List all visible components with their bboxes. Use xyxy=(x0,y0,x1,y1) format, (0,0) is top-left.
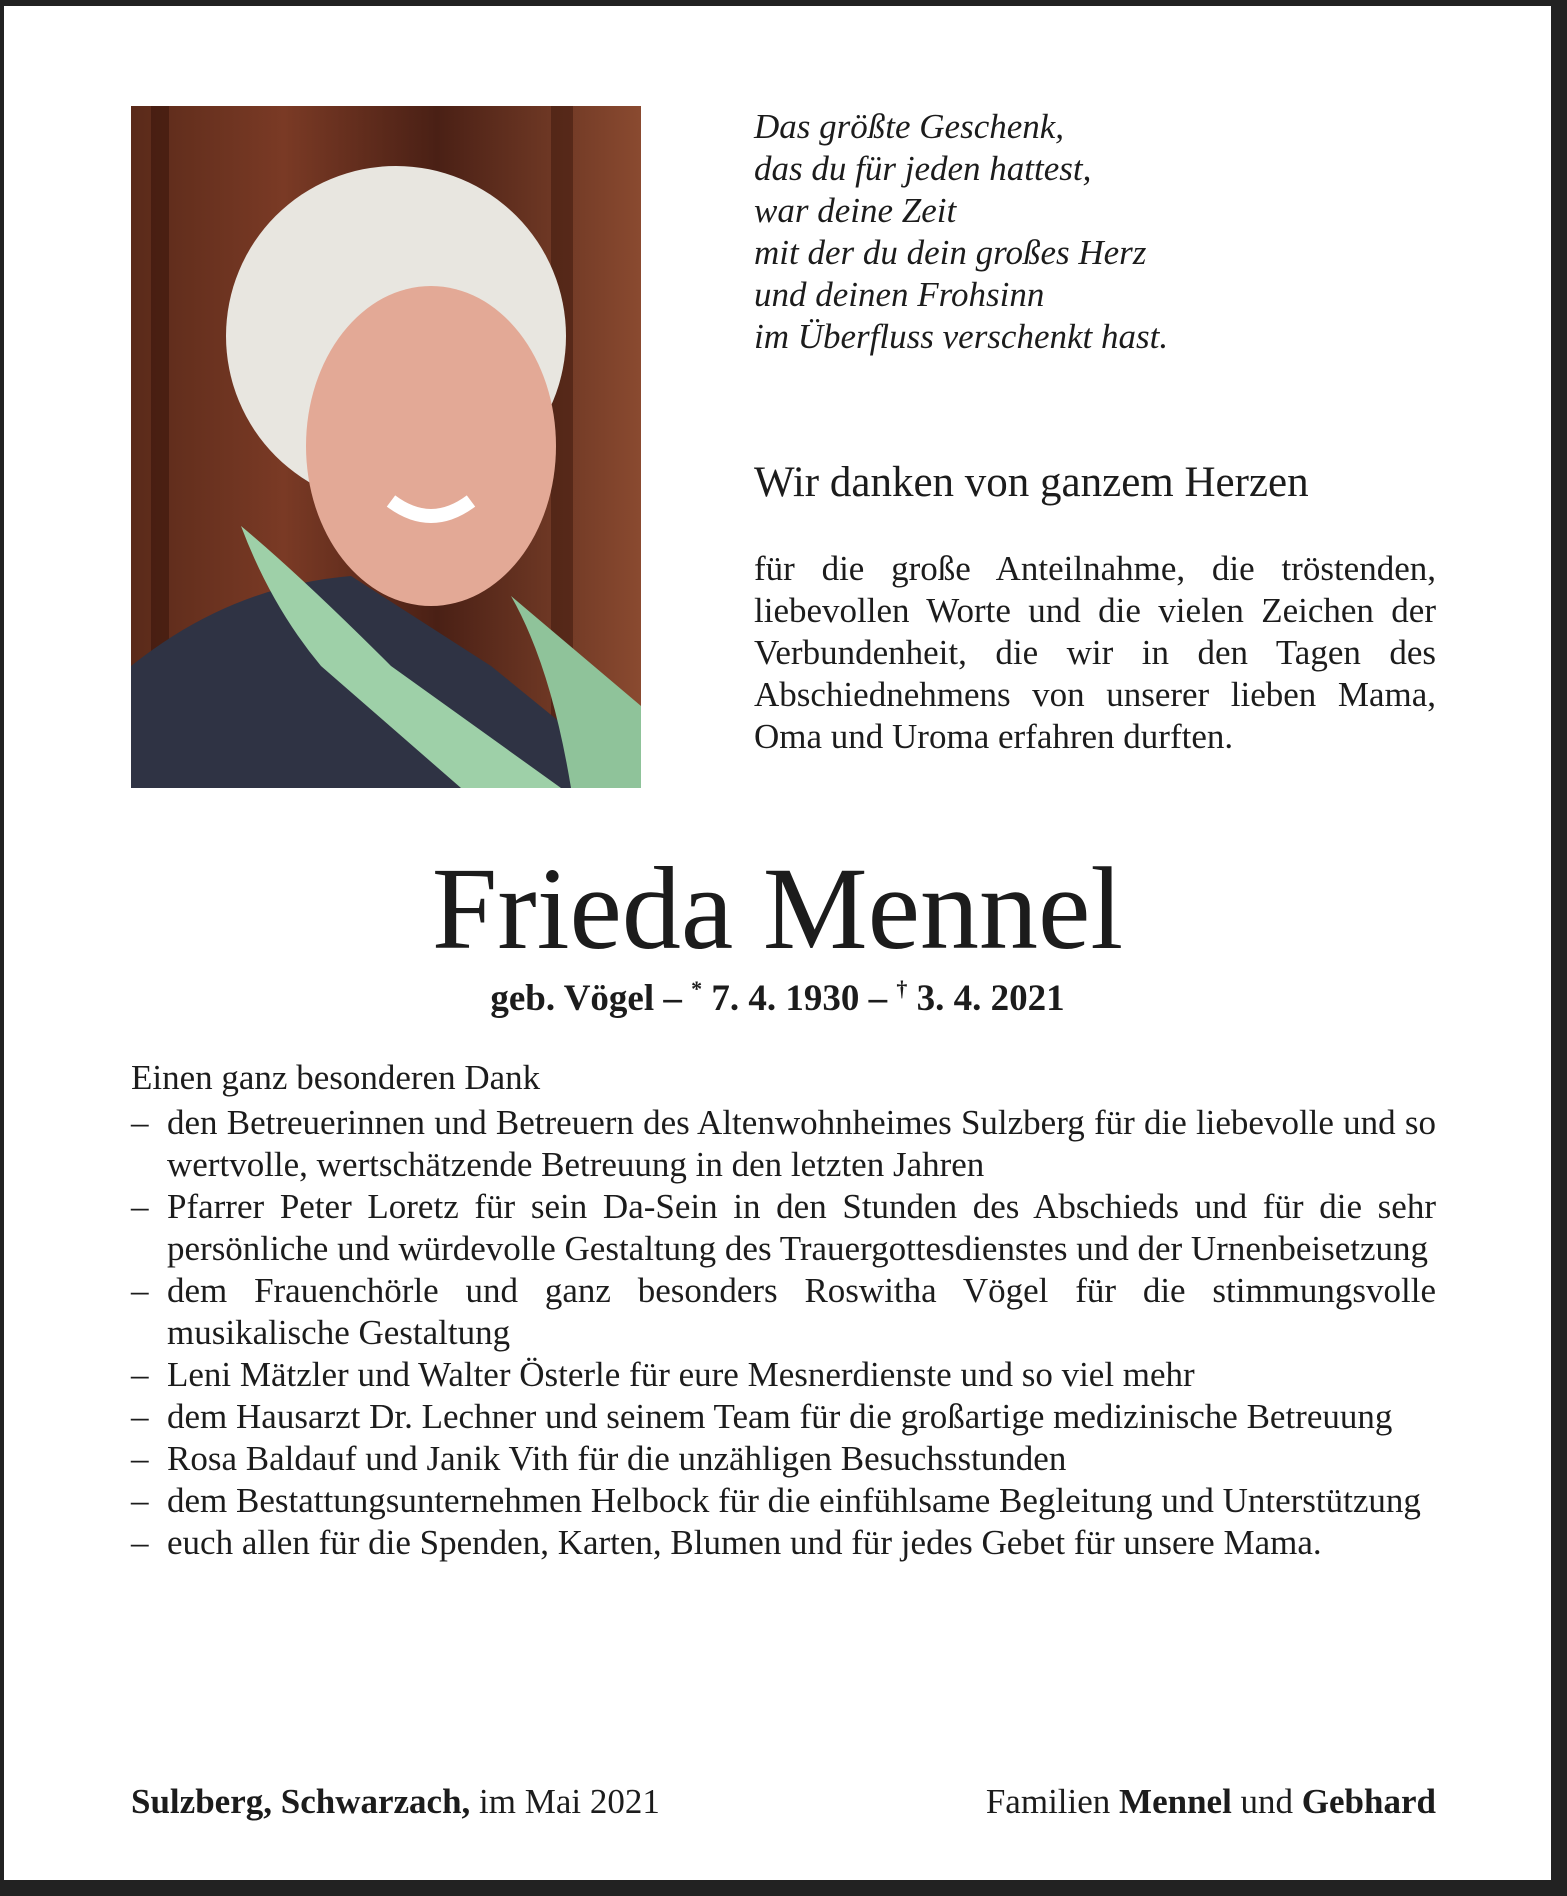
dash: – xyxy=(131,1397,149,1436)
poem-line: mit der du dein großes Herz xyxy=(754,233,1147,272)
list-item-text: euch allen für die Spenden, Karten, Blumen und für jedes Gebet für unsere Mama. xyxy=(167,1523,1322,1562)
dash: – xyxy=(131,1187,149,1226)
family-name: Mennel xyxy=(1119,1782,1232,1821)
dash: – xyxy=(131,1103,149,1142)
special-thanks-heading: Einen ganz besonderen Dank xyxy=(131,1058,541,1097)
poem-line: das du für jeden hattest, xyxy=(754,149,1092,188)
thanks-heading: Wir danken von ganzem Herzen xyxy=(754,459,1309,506)
life-dates xyxy=(4,976,1551,1020)
list-item xyxy=(131,1186,1436,1270)
families-label: Familien xyxy=(985,1782,1111,1821)
list-item xyxy=(131,1396,1436,1438)
list-item xyxy=(131,1480,1436,1522)
poem-line: im Überfluss verschenkt hast. xyxy=(754,317,1169,356)
dash: – xyxy=(131,1355,149,1394)
list-item xyxy=(131,1102,1436,1186)
places: Sulzberg, Schwarzach, xyxy=(131,1782,471,1821)
list-item xyxy=(131,1354,1436,1396)
list-item xyxy=(131,1522,1436,1564)
dash: – xyxy=(131,1439,149,1478)
dash: – xyxy=(131,1271,149,1310)
death-date: 3. 4. 2021 xyxy=(916,978,1065,1019)
list-item xyxy=(131,1438,1436,1480)
list-item-text: Leni Mätzler und Walter Österle für eure Mesnerdienste und so viel mehr xyxy=(167,1355,1195,1394)
death-symbol: † xyxy=(896,976,908,1001)
list-item-text: Rosa Baldauf und Janik Vith für die unzähligen Besuchsstunden xyxy=(167,1439,1067,1478)
conjunction: und xyxy=(1240,1782,1294,1821)
birth-date: 7. 4. 1930 – xyxy=(711,978,888,1019)
deceased-name: Frieda Mennel xyxy=(431,843,1124,974)
portrait-photo xyxy=(131,106,641,788)
special-thanks-list xyxy=(131,1102,1436,1564)
poem xyxy=(754,106,1168,358)
list-item-text: dem Bestattungsunternehmen Helbock für die einfühlsame Begleitung und Unterstützung xyxy=(167,1481,1421,1520)
dash: – xyxy=(131,1481,149,1520)
poem-line: Das größte Geschenk, xyxy=(754,107,1065,146)
list-item-text: Pfarrer Peter Loretz für sein Da-Sein in den Stunden des Abschieds und für die sehr persönliche und würdevolle Gestaltung des Trauergottesdienstes und der Urnenbeisetzung xyxy=(167,1187,1436,1268)
signature-families xyxy=(986,1782,1436,1822)
birth-symbol: * xyxy=(691,976,703,1001)
list-item-text: dem Frauenchörle und ganz besonders Roswitha Vögel für die stimmungsvolle musikalische Gestaltung xyxy=(167,1271,1436,1352)
date: im Mai 2021 xyxy=(479,1782,660,1821)
list-item-text: den Betreuerinnen und Betreuern des Altenwohnheimes Sulzberg für die liebevolle und so wertvolle, wertschätzende Betreuung in den letzten Jahren xyxy=(167,1103,1436,1184)
list-item xyxy=(131,1270,1436,1354)
obituary-page xyxy=(4,6,1551,1880)
place-and-date xyxy=(131,1782,660,1822)
thanks-paragraph: für die große Anteilnahme, die tröstenden, liebevollen Worte und die vielen Zeichen der Verbundenheit, die wir in den Tagen des Abschiednehmens von unserer lieben Mama, Oma und Uroma erfahren durften. xyxy=(754,549,1436,756)
dash: – xyxy=(131,1523,149,1562)
maiden-name: geb. Vögel – xyxy=(490,978,682,1019)
list-item-text: dem Hausarzt Dr. Lechner und seinem Team für die großartige medizinische Betreuung xyxy=(167,1397,1393,1436)
poem-line: war deine Zeit xyxy=(754,191,957,230)
family-name: Gebhard xyxy=(1301,1782,1436,1821)
poem-line: und deinen Frohsinn xyxy=(754,275,1045,314)
